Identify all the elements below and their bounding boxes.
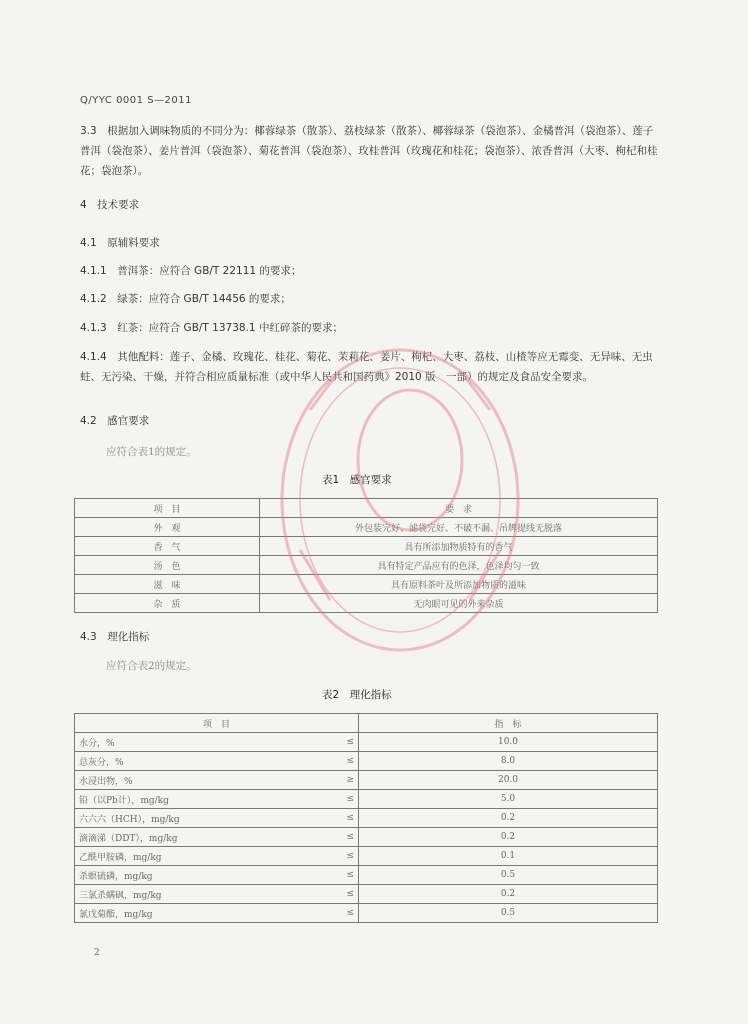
table2-physicochemical	[74, 713, 658, 923]
table-cell: 总灰分，%	[75, 752, 321, 771]
table-cell: ≤	[320, 752, 359, 771]
table-header-cell: 指 标	[359, 714, 658, 733]
table-row	[75, 885, 658, 904]
table-cell: 20.0	[359, 771, 658, 790]
table-cell: 汤 色	[75, 556, 260, 575]
table-cell: ≤	[320, 790, 359, 809]
standard-code-header: Q/YYC 0001 S—2011	[80, 95, 192, 106]
section-4-1-1: 4.1.1 普洱茶：应符合 GB/T 22111 的要求；	[80, 265, 302, 277]
section-4-3-text: 应符合表2的规定。	[106, 660, 197, 672]
table-row	[75, 828, 658, 847]
table-header-cell: 项 目	[75, 714, 359, 733]
section-4-1-2: 4.1.2 绿茶：应符合 GB/T 14456 的要求；	[80, 293, 291, 305]
section-4-1-3: 4.1.3 红茶：应符合 GB/T 13738.1 中红碎茶的要求；	[80, 322, 343, 334]
table2-caption: 表2 理化指标	[322, 689, 392, 701]
table-cell: 0.2	[359, 885, 658, 904]
table-cell: ≥	[320, 771, 359, 790]
table-cell: 滴滴涕（DDT），mg/kg	[75, 828, 321, 847]
table-cell: 0.5	[359, 904, 658, 923]
table-row	[75, 790, 658, 809]
table-cell: 0.5	[359, 866, 658, 885]
table-row	[75, 537, 658, 556]
section-4-3-heading: 4.3 理化指标	[80, 631, 150, 643]
table-cell: 杀螟硫磷，mg/kg	[75, 866, 321, 885]
table-cell: 香 气	[75, 537, 260, 556]
table-cell: 外 观	[75, 518, 260, 537]
table-header-cell: 要 求	[260, 499, 658, 518]
table-row	[75, 809, 658, 828]
table-row	[75, 594, 658, 613]
table-cell: 0.2	[359, 828, 658, 847]
table-cell: 具有所添加物质特有的香气	[260, 537, 658, 556]
table-cell: 5.0	[359, 790, 658, 809]
table-cell: 10.0	[359, 733, 658, 752]
table-cell: 水浸出物，%	[75, 771, 321, 790]
table-cell: 杂 质	[75, 594, 260, 613]
table-cell: 六六六（HCH），mg/kg	[75, 809, 321, 828]
table-cell: 无肉眼可见的外来杂质	[260, 594, 658, 613]
table-cell: ≤	[320, 809, 359, 828]
table-row	[75, 771, 658, 790]
table-cell: 氯戊菊酯，mg/kg	[75, 904, 321, 923]
table-header-row	[75, 714, 658, 733]
table-cell: 乙酰甲胺磷，mg/kg	[75, 847, 321, 866]
section-4-2-heading: 4.2 感官要求	[80, 415, 150, 427]
section-3-3: 3.3 根据加入调味物质的不同分为：椰蓉绿茶（散茶）、荔枝绿茶（散茶）、椰蓉绿茶（袋泡茶）、金橘普洱（袋泡茶）、莲子普洱（袋泡茶）、姜片普洱（袋泡茶）、菊花普洱（袋泡茶）、玫桂普洱（玫瑰花和桂花；袋泡茶）、浓香普洱（大枣、枸杞和桂花；袋泡茶）。	[80, 125, 658, 177]
table-cell: ≤	[320, 885, 359, 904]
table1-caption: 表1 感官要求	[322, 474, 392, 486]
table-cell: 水分，%	[75, 733, 321, 752]
section-4-1-4: 4.1.4 其他配料：莲子、金橘、玫瑰花、桂花、菊花、茉莉花、姜片、枸杞、大枣、荔枝、山楂等应无霉变、无异味、无虫蛀、无污染、干燥，并符合相应质量标准（或中华人民共和国药典》2010 版 一部）的规定及食品安全要求。	[80, 351, 653, 383]
table-cell: 具有原料茶叶及所添加物质的滋味	[260, 575, 658, 594]
table-row	[75, 866, 658, 885]
table-cell: 8.0	[359, 752, 658, 771]
table-row	[75, 752, 658, 771]
table-cell: ≤	[320, 733, 359, 752]
table-cell: 三氯杀螨砜，mg/kg	[75, 885, 321, 904]
section-4-heading: 4 技术要求	[80, 199, 140, 211]
table-row	[75, 556, 658, 575]
table-cell: 具有特定产品应有的色泽，色泽均匀一致	[260, 556, 658, 575]
table-cell: ≤	[320, 828, 359, 847]
table-cell: 外包装完好、滤袋完好、不破不漏、吊牌提线无脱落	[260, 518, 658, 537]
page-number: 2	[94, 948, 100, 958]
table-row	[75, 904, 658, 923]
table1-sensory	[74, 498, 658, 613]
table-row	[75, 733, 658, 752]
table-cell: 0.2	[359, 809, 658, 828]
section-4-2-text: 应符合表1的规定。	[106, 446, 197, 458]
table-row	[75, 575, 658, 594]
table-cell: ≤	[320, 904, 359, 923]
table-header-cell: 项 目	[75, 499, 260, 518]
table-cell: 0.1	[359, 847, 658, 866]
table-cell: 滋 味	[75, 575, 260, 594]
table-row	[75, 518, 658, 537]
section-4-1-heading: 4.1 原辅料要求	[80, 237, 160, 249]
table-row	[75, 847, 658, 866]
table-cell: ≤	[320, 866, 359, 885]
table-header-row	[75, 499, 658, 518]
table-cell: ≤	[320, 847, 359, 866]
table-cell: 铅（以Pb计），mg/kg	[75, 790, 321, 809]
